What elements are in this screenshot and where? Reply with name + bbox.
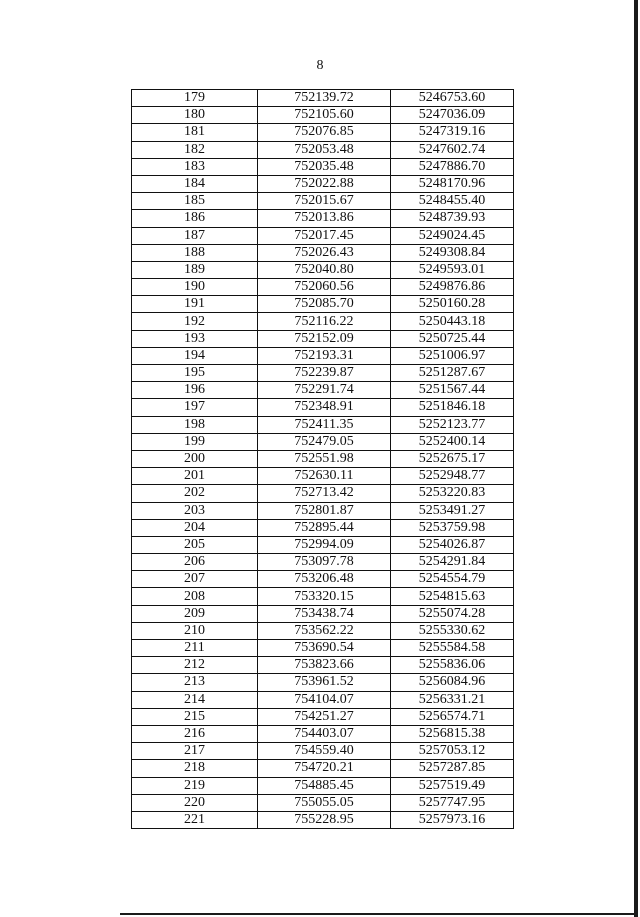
point-number-cell: 187: [132, 227, 258, 244]
table-row: [132, 794, 514, 811]
table-row: [132, 124, 514, 141]
coordinates-table-body: [132, 90, 514, 829]
y-coordinate-cell: 5252948.77: [391, 468, 514, 485]
x-coordinate-cell: 752026.43: [258, 244, 391, 261]
x-coordinate-cell: 754720.21: [258, 760, 391, 777]
table-row: [132, 296, 514, 313]
table-row: [132, 725, 514, 742]
table-row: [132, 811, 514, 828]
point-number-cell: 211: [132, 640, 258, 657]
table-row: [132, 605, 514, 622]
y-coordinate-cell: 5253491.27: [391, 502, 514, 519]
table-row: [132, 433, 514, 450]
x-coordinate-cell: 752348.91: [258, 399, 391, 416]
x-coordinate-cell: 753097.78: [258, 554, 391, 571]
table-row: [132, 760, 514, 777]
y-coordinate-cell: 5257519.49: [391, 777, 514, 794]
y-coordinate-cell: 5250160.28: [391, 296, 514, 313]
y-coordinate-cell: 5249876.86: [391, 279, 514, 296]
point-number-cell: 203: [132, 502, 258, 519]
y-coordinate-cell: 5249593.01: [391, 261, 514, 278]
table-row: [132, 468, 514, 485]
point-number-cell: 197: [132, 399, 258, 416]
y-coordinate-cell: 5256574.71: [391, 708, 514, 725]
x-coordinate-cell: 752193.31: [258, 347, 391, 364]
y-coordinate-cell: 5251287.67: [391, 365, 514, 382]
table-row: [132, 743, 514, 760]
x-coordinate-cell: 752116.22: [258, 313, 391, 330]
x-coordinate-cell: 754559.40: [258, 743, 391, 760]
table-row: [132, 640, 514, 657]
point-number-cell: 195: [132, 365, 258, 382]
y-coordinate-cell: 5249308.84: [391, 244, 514, 261]
x-coordinate-cell: 752152.09: [258, 330, 391, 347]
point-number-cell: 215: [132, 708, 258, 725]
table-row: [132, 674, 514, 691]
coordinates-table: [131, 89, 514, 829]
table-row: [132, 399, 514, 416]
y-coordinate-cell: 5251006.97: [391, 347, 514, 364]
point-number-cell: 196: [132, 382, 258, 399]
y-coordinate-cell: 5249024.45: [391, 227, 514, 244]
point-number-cell: 216: [132, 725, 258, 742]
y-coordinate-cell: 5255584.58: [391, 640, 514, 657]
table-row: [132, 244, 514, 261]
y-coordinate-cell: 5253759.98: [391, 519, 514, 536]
table-row: [132, 450, 514, 467]
y-coordinate-cell: 5256084.96: [391, 674, 514, 691]
y-coordinate-cell: 5254554.79: [391, 571, 514, 588]
y-coordinate-cell: 5248455.40: [391, 193, 514, 210]
table-row: [132, 622, 514, 639]
table-row: [132, 416, 514, 433]
x-coordinate-cell: 752015.67: [258, 193, 391, 210]
point-number-cell: 182: [132, 141, 258, 158]
table-row: [132, 193, 514, 210]
point-number-cell: 199: [132, 433, 258, 450]
point-number-cell: 181: [132, 124, 258, 141]
y-coordinate-cell: 5250443.18: [391, 313, 514, 330]
y-coordinate-cell: 5248739.93: [391, 210, 514, 227]
table-row: [132, 107, 514, 124]
table-row: [132, 347, 514, 364]
table-row: [132, 485, 514, 502]
y-coordinate-cell: 5255074.28: [391, 605, 514, 622]
x-coordinate-cell: 752994.09: [258, 536, 391, 553]
table-row: [132, 571, 514, 588]
point-number-cell: 221: [132, 811, 258, 828]
x-coordinate-cell: 752139.72: [258, 90, 391, 107]
point-number-cell: 217: [132, 743, 258, 760]
point-number-cell: 212: [132, 657, 258, 674]
y-coordinate-cell: 5257287.85: [391, 760, 514, 777]
table-row: [132, 519, 514, 536]
y-coordinate-cell: 5247319.16: [391, 124, 514, 141]
x-coordinate-cell: 752105.60: [258, 107, 391, 124]
point-number-cell: 185: [132, 193, 258, 210]
table-row: [132, 158, 514, 175]
y-coordinate-cell: 5252675.17: [391, 450, 514, 467]
table-row: [132, 536, 514, 553]
x-coordinate-cell: 752895.44: [258, 519, 391, 536]
x-coordinate-cell: 752801.87: [258, 502, 391, 519]
x-coordinate-cell: 752076.85: [258, 124, 391, 141]
table-row: [132, 588, 514, 605]
point-number-cell: 192: [132, 313, 258, 330]
point-number-cell: 207: [132, 571, 258, 588]
table-row: [132, 330, 514, 347]
x-coordinate-cell: 754885.45: [258, 777, 391, 794]
y-coordinate-cell: 5254291.84: [391, 554, 514, 571]
point-number-cell: 198: [132, 416, 258, 433]
x-coordinate-cell: 752022.88: [258, 175, 391, 192]
y-coordinate-cell: 5247886.70: [391, 158, 514, 175]
x-coordinate-cell: 754251.27: [258, 708, 391, 725]
x-coordinate-cell: 755055.05: [258, 794, 391, 811]
x-coordinate-cell: 752411.35: [258, 416, 391, 433]
point-number-cell: 209: [132, 605, 258, 622]
y-coordinate-cell: 5252123.77: [391, 416, 514, 433]
x-coordinate-cell: 753961.52: [258, 674, 391, 691]
y-coordinate-cell: 5251846.18: [391, 399, 514, 416]
x-coordinate-cell: 752630.11: [258, 468, 391, 485]
y-coordinate-cell: 5254815.63: [391, 588, 514, 605]
point-number-cell: 183: [132, 158, 258, 175]
point-number-cell: 200: [132, 450, 258, 467]
x-coordinate-cell: 752017.45: [258, 227, 391, 244]
x-coordinate-cell: 752085.70: [258, 296, 391, 313]
table-row: [132, 657, 514, 674]
y-coordinate-cell: 5256815.38: [391, 725, 514, 742]
table-row: [132, 502, 514, 519]
y-coordinate-cell: 5255836.06: [391, 657, 514, 674]
table-row: [132, 227, 514, 244]
page-edge-right: [634, 0, 638, 917]
page-edge-bottom: [120, 913, 635, 915]
y-coordinate-cell: 5257053.12: [391, 743, 514, 760]
x-coordinate-cell: 755228.95: [258, 811, 391, 828]
table-row: [132, 313, 514, 330]
point-number-cell: 218: [132, 760, 258, 777]
point-number-cell: 210: [132, 622, 258, 639]
point-number-cell: 213: [132, 674, 258, 691]
table-row: [132, 691, 514, 708]
point-number-cell: 184: [132, 175, 258, 192]
x-coordinate-cell: 753823.66: [258, 657, 391, 674]
y-coordinate-cell: 5255330.62: [391, 622, 514, 639]
point-number-cell: 194: [132, 347, 258, 364]
y-coordinate-cell: 5257973.16: [391, 811, 514, 828]
x-coordinate-cell: 753690.54: [258, 640, 391, 657]
x-coordinate-cell: 752040.80: [258, 261, 391, 278]
table-row: [132, 382, 514, 399]
x-coordinate-cell: 752053.48: [258, 141, 391, 158]
x-coordinate-cell: 752291.74: [258, 382, 391, 399]
y-coordinate-cell: 5251567.44: [391, 382, 514, 399]
y-coordinate-cell: 5252400.14: [391, 433, 514, 450]
x-coordinate-cell: 754104.07: [258, 691, 391, 708]
y-coordinate-cell: 5256331.21: [391, 691, 514, 708]
point-number-cell: 201: [132, 468, 258, 485]
y-coordinate-cell: 5254026.87: [391, 536, 514, 553]
y-coordinate-cell: 5253220.83: [391, 485, 514, 502]
table-row: [132, 365, 514, 382]
x-coordinate-cell: 753320.15: [258, 588, 391, 605]
point-number-cell: 188: [132, 244, 258, 261]
x-coordinate-cell: 752035.48: [258, 158, 391, 175]
point-number-cell: 180: [132, 107, 258, 124]
table-row: [132, 261, 514, 278]
table-row: [132, 777, 514, 794]
y-coordinate-cell: 5257747.95: [391, 794, 514, 811]
x-coordinate-cell: 752239.87: [258, 365, 391, 382]
point-number-cell: 189: [132, 261, 258, 278]
y-coordinate-cell: 5250725.44: [391, 330, 514, 347]
point-number-cell: 186: [132, 210, 258, 227]
table-row: [132, 554, 514, 571]
point-number-cell: 179: [132, 90, 258, 107]
x-coordinate-cell: 752013.86: [258, 210, 391, 227]
point-number-cell: 219: [132, 777, 258, 794]
table-row: [132, 708, 514, 725]
x-coordinate-cell: 752551.98: [258, 450, 391, 467]
table-row: [132, 279, 514, 296]
point-number-cell: 204: [132, 519, 258, 536]
y-coordinate-cell: 5247036.09: [391, 107, 514, 124]
point-number-cell: 206: [132, 554, 258, 571]
x-coordinate-cell: 752713.42: [258, 485, 391, 502]
y-coordinate-cell: 5246753.60: [391, 90, 514, 107]
point-number-cell: 190: [132, 279, 258, 296]
point-number-cell: 193: [132, 330, 258, 347]
table-row: [132, 175, 514, 192]
x-coordinate-cell: 752479.05: [258, 433, 391, 450]
x-coordinate-cell: 753438.74: [258, 605, 391, 622]
point-number-cell: 205: [132, 536, 258, 553]
x-coordinate-cell: 754403.07: [258, 725, 391, 742]
point-number-cell: 202: [132, 485, 258, 502]
table-row: [132, 141, 514, 158]
table-row: [132, 210, 514, 227]
y-coordinate-cell: 5248170.96: [391, 175, 514, 192]
page-number: 8: [316, 58, 324, 73]
y-coordinate-cell: 5247602.74: [391, 141, 514, 158]
point-number-cell: 191: [132, 296, 258, 313]
x-coordinate-cell: 753562.22: [258, 622, 391, 639]
point-number-cell: 220: [132, 794, 258, 811]
x-coordinate-cell: 753206.48: [258, 571, 391, 588]
table-row: [132, 90, 514, 107]
x-coordinate-cell: 752060.56: [258, 279, 391, 296]
point-number-cell: 208: [132, 588, 258, 605]
point-number-cell: 214: [132, 691, 258, 708]
